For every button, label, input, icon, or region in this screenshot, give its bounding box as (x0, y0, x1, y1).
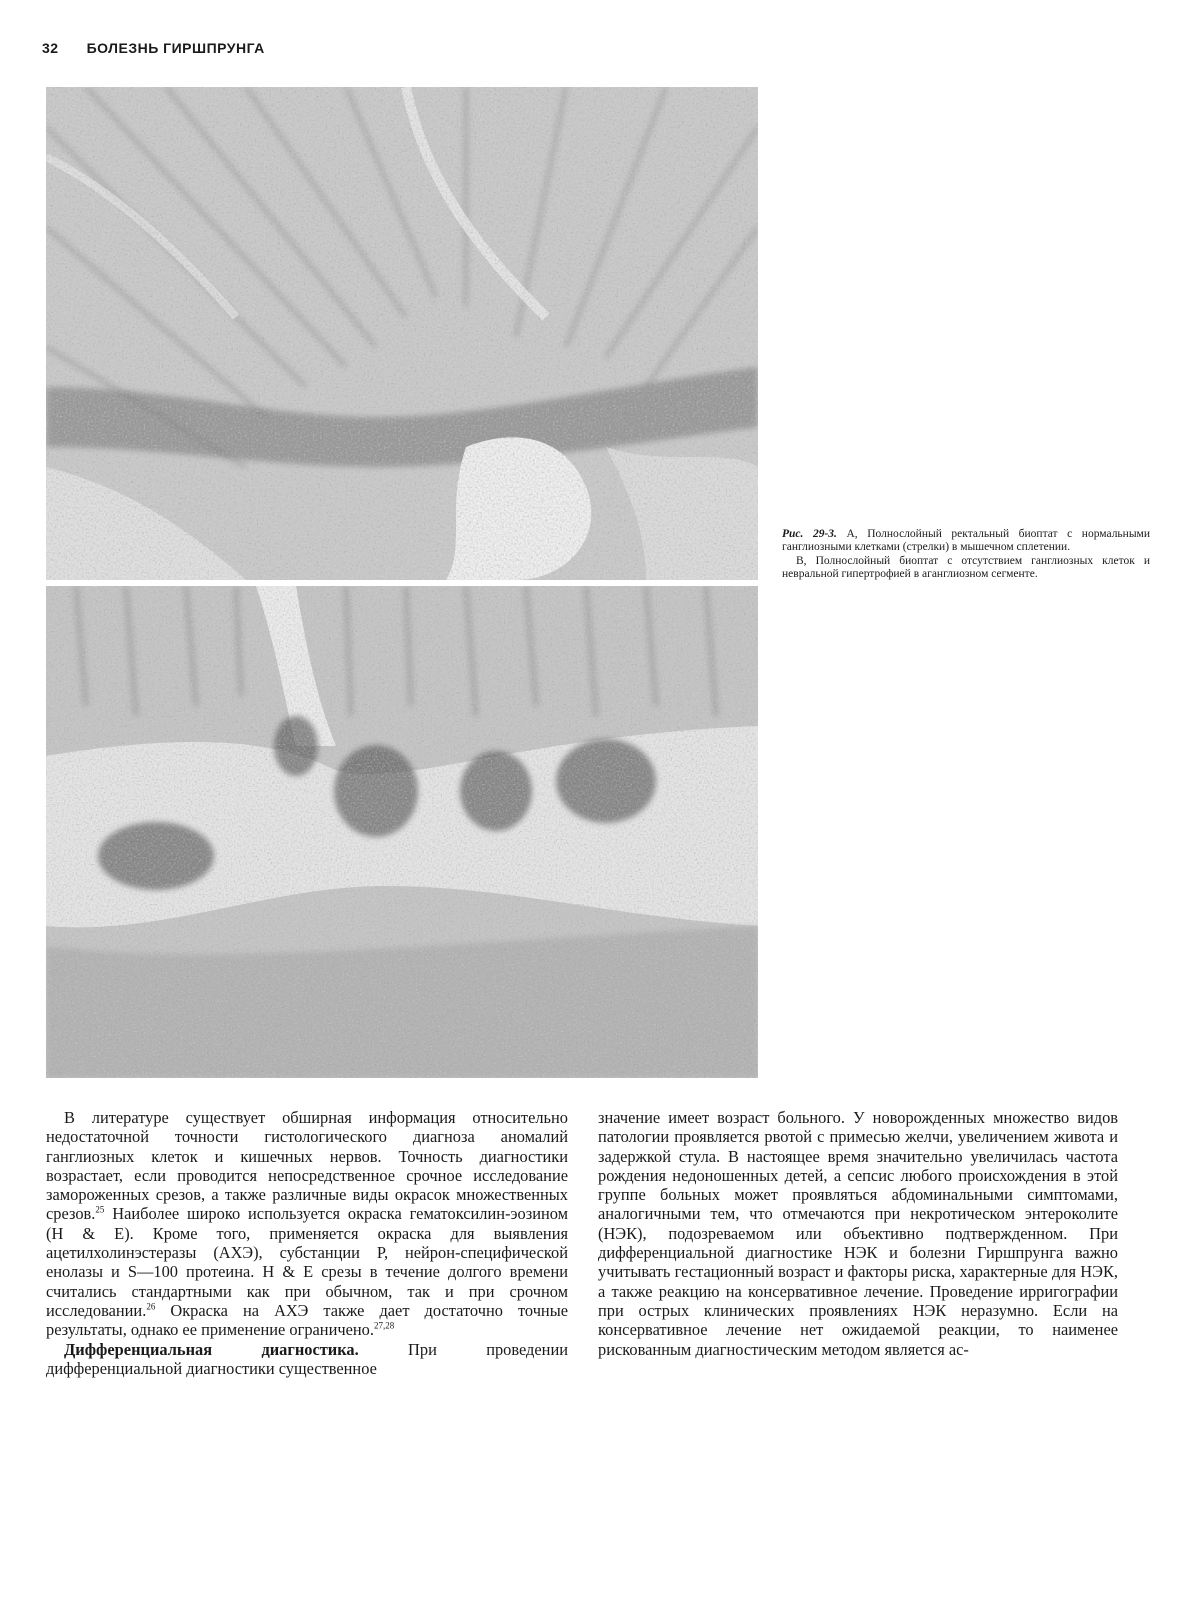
reference-superscript: 27,28 (373, 1320, 395, 1331)
micrograph-b-image (46, 586, 758, 1078)
page-number: 32 (42, 40, 59, 56)
paragraph-text: При проведении дифференциальной диагностики существенное (46, 1339, 568, 1378)
paragraph (46, 1340, 568, 1379)
paragraph: значение имеет возраст больного. У новорожденных множество видов патологии проявляется рвотой с примесью желчи, увеличением живота и задержкой стула. В настоящее время значительно увеличилась частота рождения недоношенных детей, а сепсис любого происхождения в этой группе больных может проявляться абдоминальными симптомами, аналогичными тем, что отмечаются при некротическом энтероколите (НЭК), подозреваемом или объективно подтвержденном. При дифференциальной диагностике НЭК и болезни Гиршпрунга важно учитывать гестационный возраст и факторы риска, характерные для НЭК, а также реакцию на консервативное лечение. Проведение ирригографии при острых клинических проявлениях НЭК неразумно. Если на консервативное лечение нет ожидаемой реакции, то наименее рискованным диагностическим методом является ас- (598, 1108, 1118, 1359)
caption-part-a (782, 528, 1150, 555)
running-title: БОЛЕЗНЬ ГИРШПРУНГА (86, 40, 265, 56)
reference-superscript: 26 (146, 1301, 156, 1312)
text-column-left (46, 1108, 568, 1378)
micrograph-a (46, 87, 758, 580)
caption-text-a: А, Полнослойный ректальный биоптат с нормальными ганглиозными клетками (стрелки) в мышечном сплетении. (782, 528, 1150, 554)
micrograph-b (46, 586, 758, 1078)
paragraph-text: Наиболее широко используется окраска гематоксилин-эозином (Н & Е). Кроме того, применяется окраска для выявления ацетилхолинэстеразы (АХЭ), субстанции Р, нейрон-специфической енолазы и S—100 протеина. Н & Е срезы в течение долгого времени считались стандартными как при обычном, так и при срочном исследовании. (46, 1204, 568, 1320)
paragraph-text: Окраска на АХЭ также дает достаточно точные результаты, однако ее применение ограничено. (46, 1300, 568, 1340)
caption-part-b: В, Полнослойный биоптат с отсутствием ганглиозных клеток и невральной гипертрофией в аганглиозном сегменте. (782, 554, 1150, 581)
section-heading: Дифференциальная диагностика. (64, 1339, 359, 1359)
figure-caption (782, 528, 1150, 582)
paragraph-text: В литературе существует обширная информация относительно недостаточной точности гистологического диагноза аномалий ганглиозных клеток и кишечных нервов. Точность диагностики возрастает, если проводится непосредственное срочное исследование замороженных срезов, а также различные виды окрасок множественных срезов. (46, 1108, 568, 1224)
reference-superscript: 25 (95, 1205, 105, 1216)
micrograph-a-image (46, 87, 758, 580)
running-head (42, 40, 265, 56)
paragraph (46, 1108, 568, 1340)
caption-label: Рис. 29-3. (782, 528, 837, 540)
text-column-right (598, 1108, 1118, 1359)
